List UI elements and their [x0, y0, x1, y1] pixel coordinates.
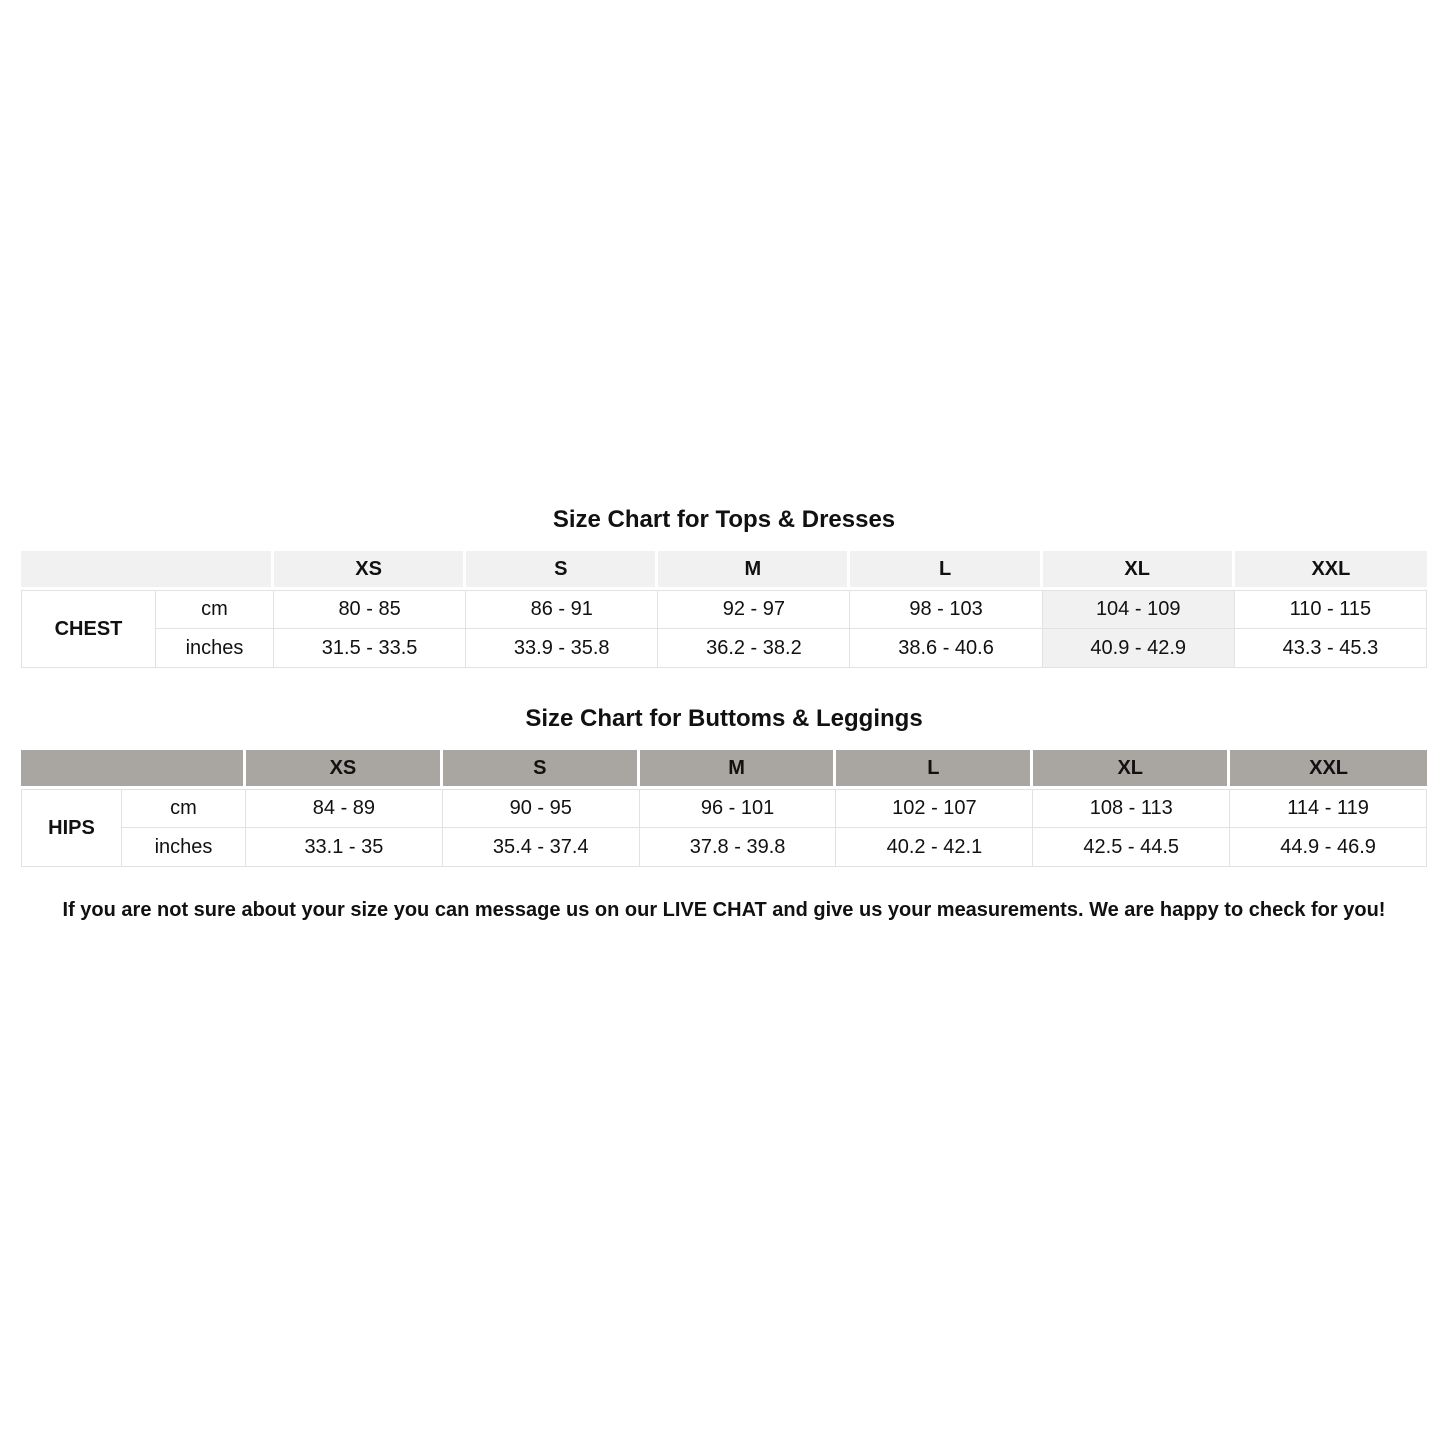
tops-cm-m: 92 - 97 [658, 590, 850, 629]
tops-header-corner-cell [21, 551, 274, 590]
bottoms-cm-row [21, 789, 1427, 828]
tops-size-header-m: M [658, 551, 850, 590]
tops-measurement-label: CHEST [21, 590, 156, 668]
tops-inches-s: 33.9 - 35.8 [466, 629, 658, 668]
bottoms-cm-s: 90 - 95 [443, 789, 640, 828]
bottoms-leggings-table [21, 750, 1427, 867]
tops-inches-xl: 40.9 - 42.9 [1043, 629, 1235, 668]
tops-inches-row [21, 629, 1427, 668]
bottoms-inches-xl: 42.5 - 44.5 [1033, 828, 1230, 867]
bottoms-cm-m: 96 - 101 [640, 789, 837, 828]
bottoms-header-corner-cell [21, 750, 246, 789]
bottoms-cm-xl: 108 - 113 [1033, 789, 1230, 828]
tops-dresses-section [21, 506, 1427, 668]
bottoms-size-header-s: S [443, 750, 640, 789]
tops-cm-xs: 80 - 85 [274, 590, 466, 629]
tops-cm-xl: 104 - 109 [1043, 590, 1235, 629]
bottoms-size-header-xs: XS [246, 750, 443, 789]
bottoms-size-header-m: M [640, 750, 837, 789]
tops-size-header-xl: XL [1043, 551, 1235, 590]
bottoms-unit-cm: cm [122, 789, 246, 828]
bottoms-header-row [21, 750, 1427, 789]
tops-dresses-title: Size Chart for Tops & Dresses [552, 506, 896, 533]
tops-size-header-xs: XS [274, 551, 466, 590]
tops-size-header-s: S [466, 551, 658, 590]
bottoms-size-header-l: L [836, 750, 1033, 789]
bottoms-leggings-section [21, 705, 1427, 867]
tops-unit-cm: cm [156, 590, 274, 629]
bottoms-unit-inches: inches [122, 828, 246, 867]
bottoms-inches-m: 37.8 - 39.8 [640, 828, 837, 867]
bottoms-size-header-xxl: XXL [1230, 750, 1427, 789]
tops-cm-s: 86 - 91 [466, 590, 658, 629]
tops-header-row [21, 551, 1427, 590]
bottoms-cm-xs: 84 - 89 [246, 789, 443, 828]
bottoms-measurement-label: HIPS [21, 789, 122, 867]
bottoms-inches-row [21, 828, 1427, 867]
bottoms-size-header-xl: XL [1033, 750, 1230, 789]
bottoms-cm-l: 102 - 107 [836, 789, 1033, 828]
bottoms-inches-l: 40.2 - 42.1 [836, 828, 1033, 867]
bottoms-inches-xxl: 44.9 - 46.9 [1230, 828, 1427, 867]
tops-cm-l: 98 - 103 [850, 590, 1042, 629]
bottoms-inches-s: 35.4 - 37.4 [443, 828, 640, 867]
tops-size-header-l: L [850, 551, 1042, 590]
bottoms-inches-xs: 33.1 - 35 [246, 828, 443, 867]
tops-dresses-table [21, 551, 1427, 668]
tops-cm-xxl: 110 - 115 [1235, 590, 1427, 629]
tops-size-header-xxl: XXL [1235, 551, 1427, 590]
bottoms-leggings-title: Size Chart for Buttoms & Leggings [525, 705, 923, 732]
tops-inches-m: 36.2 - 38.2 [658, 629, 850, 668]
tops-cm-row [21, 590, 1427, 629]
bottoms-cm-xxl: 114 - 119 [1230, 789, 1427, 828]
size-help-note: If you are not sure about your size you can message us on our LIVE CHAT and give us your measurements. We are happy to check for you! [62, 899, 1386, 921]
tops-unit-inches: inches [156, 629, 274, 668]
tops-inches-xs: 31.5 - 33.5 [274, 629, 466, 668]
tops-inches-l: 38.6 - 40.6 [850, 629, 1042, 668]
tops-inches-xxl: 43.3 - 45.3 [1235, 629, 1427, 668]
